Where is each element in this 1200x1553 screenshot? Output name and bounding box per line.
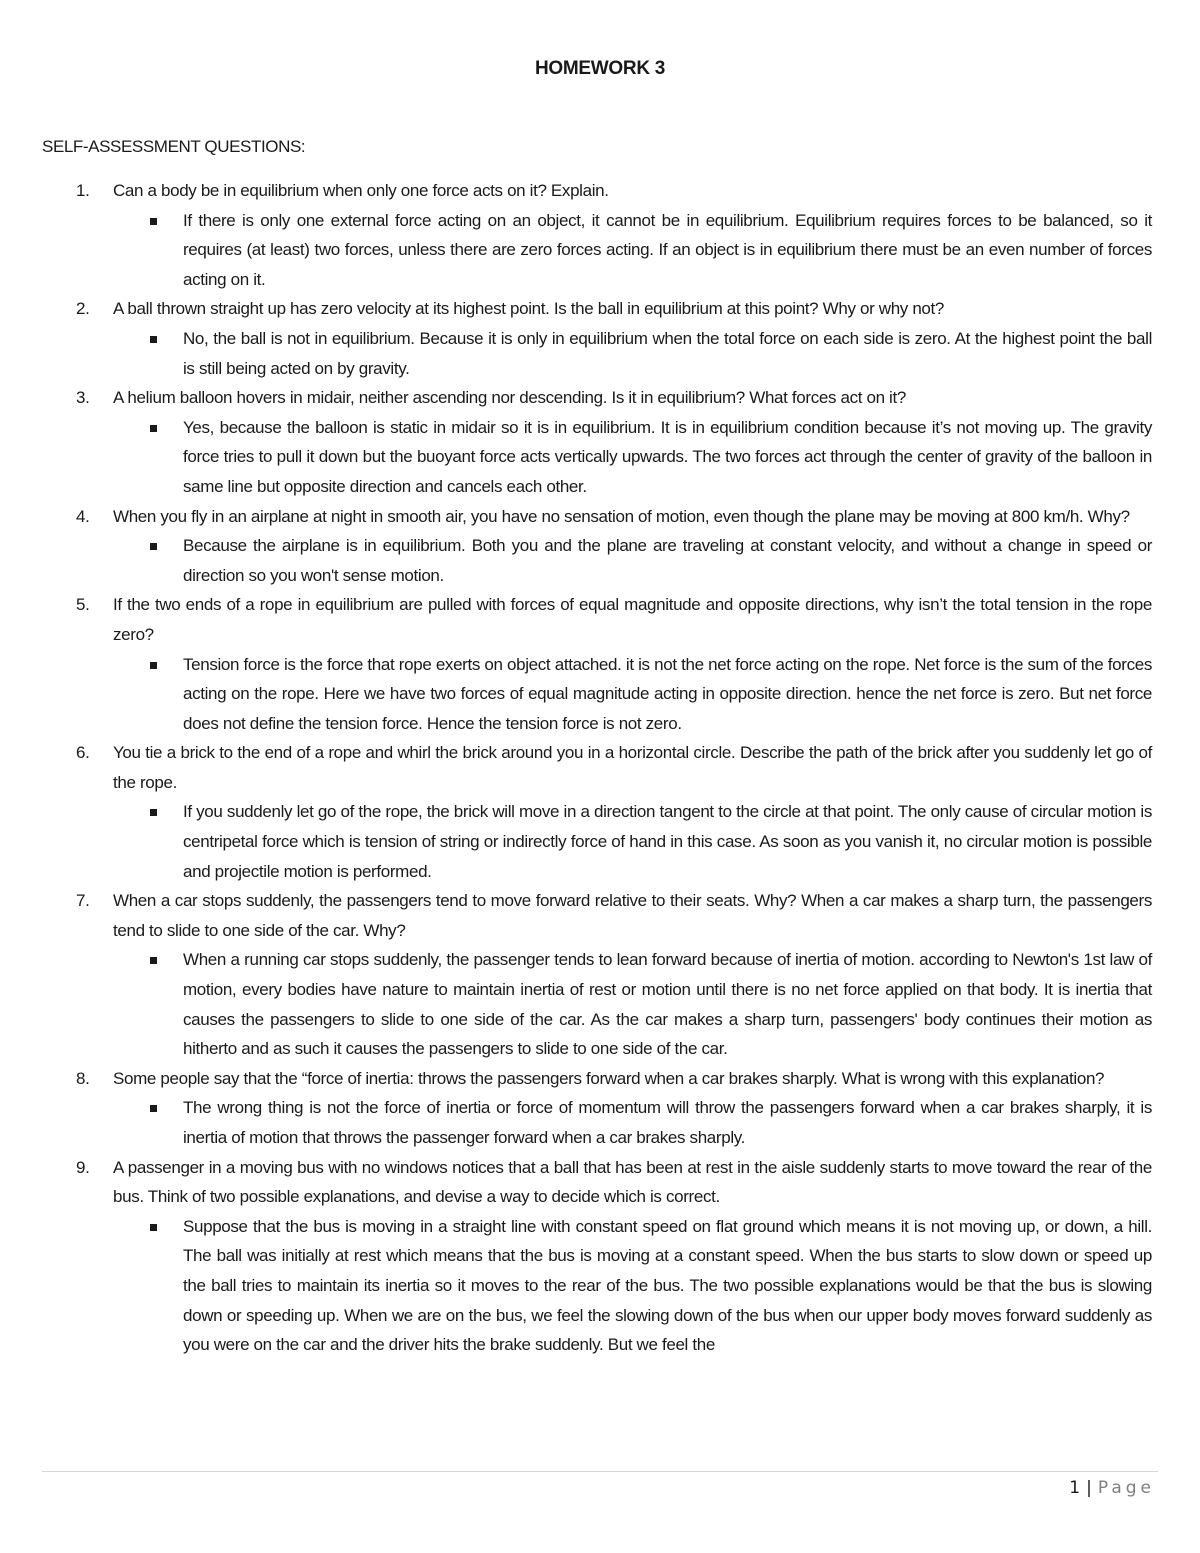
- question-body: A ball thrown straight up has zero velocity at its highest point. Is the ball in equilibrium at this point? Why or why not?: [113, 299, 945, 319]
- footer-divider: [42, 1471, 1158, 1472]
- question-number: 4.: [76, 506, 90, 526]
- question-item-5: [42, 590, 1152, 738]
- question-number: 5.: [76, 595, 90, 615]
- question-number: 6.: [76, 743, 90, 763]
- question-number: 8.: [76, 1068, 90, 1088]
- question-item-8: [42, 1064, 1152, 1153]
- question-body: Some people say that the “force of inertia: throws the passengers forward when a car brakes sharply. What is wrong with this explanation?: [113, 1068, 1105, 1088]
- question-text: [42, 1064, 1152, 1094]
- question-item-4: [42, 502, 1152, 591]
- answer-text: [42, 1212, 1152, 1360]
- answer-body: The wrong thing is not the force of inertia or force of momentum will throw the passengers forward when a car brakes sharply, it is inertia of motion that throws the passenger forward when a car brakes sharply.: [183, 1098, 1152, 1147]
- answer-text: [42, 650, 1152, 739]
- footer-separator: |: [1086, 1478, 1092, 1498]
- question-item-1: [42, 176, 1152, 294]
- page-footer: [1069, 1478, 1155, 1498]
- square-bullet-icon: [150, 662, 157, 669]
- question-number: 9.: [76, 1157, 90, 1177]
- square-bullet-icon: [150, 425, 157, 432]
- square-bullet-icon: [150, 1224, 157, 1231]
- square-bullet-icon: [150, 543, 157, 550]
- answer-body: If you suddenly let go of the rope, the brick will move in a direction tangent to the circle at that point. The only cause of circular motion is centripetal force which is tension of string or indirectly force of hand in this case. As soon as you vanish it, no circular motion is possible and projectile motion is performed.: [183, 802, 1152, 881]
- question-body: Can a body be in equilibrium when only one force acts on it? Explain.: [113, 181, 609, 200]
- square-bullet-icon: [150, 218, 157, 225]
- question-text: [42, 502, 1152, 532]
- question-text: [42, 590, 1152, 649]
- answer-body: When a running car stops suddenly, the passenger tends to lean forward because of inertia of motion. according to Newton's 1st law of motion, every bodies have nature to maintain inertia of rest or motion until there is no net force applied on that body. It is inertia that causes the passengers to slide to one side of the car. As the car makes a sharp turn, passengers' body continues their motion as hitherto and as such it causes the passengers to slide to one side of the car.: [183, 950, 1152, 1059]
- square-bullet-icon: [150, 1105, 157, 1112]
- answer-body: If there is only one external force acting on an object, it cannot be in equilibrium. Equilibrium requires forces to be balanced, so it requires (at least) two forces, unless there are zero forces acting. If an object is in equilibrium there must be an even number of forces acting on it.: [183, 210, 1152, 289]
- question-number: 2.: [76, 299, 90, 319]
- answer-text: [42, 531, 1152, 590]
- question-body: If the two ends of a rope in equilibrium are pulled with forces of equal magnitude and opposite directions, why isn’t the total tension in the rope zero?: [113, 595, 1152, 644]
- question-text: [42, 294, 1152, 324]
- document-title: HOMEWORK 3: [534, 58, 665, 79]
- section-heading: SELF-ASSESSMENT QUESTIONS:: [42, 137, 306, 156]
- question-body: When a car stops suddenly, the passengers tend to move forward relative to their seats. Why? When a car makes a sharp turn, the passengers tend to slide to one side of the car. Why?: [113, 891, 1152, 940]
- answer-body: Yes, because the balloon is static in midair so it is in equilibrium. It is in equilibrium condition because it’s not moving up. The gravity force tries to pull it down but the buoyant force acts vertically upwards. The two forces act through the center of gravity of the balloon in same line but opposite direction and cancels each other.: [183, 417, 1152, 496]
- square-bullet-icon: [150, 336, 157, 343]
- question-list: [42, 176, 1152, 1360]
- question-text: [42, 738, 1152, 797]
- answer-text: [42, 1093, 1152, 1152]
- question-text: [42, 176, 1152, 206]
- question-item-2: [42, 294, 1152, 383]
- page-label: Page: [1097, 1478, 1155, 1498]
- square-bullet-icon: [150, 809, 157, 816]
- answer-body: Tension force is the force that rope exerts on object attached. it is not the net force acting on the rope. Net force is the sum of the forces acting on the rope. Here we have two forces of equal magnitude acting in opposite direction. hence the net force is zero. But net force does not define the tension force. Hence the tension force is not zero.: [183, 654, 1152, 733]
- answer-text: [42, 413, 1152, 502]
- answer-body: Suppose that the bus is moving in a straight line with constant speed on flat ground which means it is not moving up, or down, a hill. The ball was initially at rest which means that the bus is moving at a constant speed. When the bus starts to slow down or speed up the ball tries to maintain its inertia so it moves to the rear of the bus. The two possible explanations would be that the bus is slowing down or speeding up. When we are on the bus, we feel the slowing down of the bus when our upper body moves forward suddenly as you were on the car and the driver hits the brake suddenly. But we feel the: [183, 1216, 1152, 1355]
- question-body: You tie a brick to the end of a rope and whirl the brick around you in a horizontal circle. Describe the path of the brick after you suddenly let go of the rope.: [113, 743, 1152, 792]
- question-number: 3.: [76, 388, 90, 408]
- question-text: [42, 383, 1152, 413]
- answer-text: [42, 324, 1152, 383]
- question-item-3: [42, 383, 1152, 501]
- answer-body: Because the airplane is in equilibrium. Both you and the plane are traveling at constant velocity, and without a change in speed or direction so you won't sense motion.: [183, 536, 1152, 585]
- question-number: 1.: [76, 181, 90, 200]
- question-body: A passenger in a moving bus with no windows notices that a ball that has been at rest in the aisle suddenly starts to move toward the rear of the bus. Think of two possible explanations, and devise a way to decide which is correct.: [113, 1157, 1152, 1207]
- question-body: A helium balloon hovers in midair, neither ascending nor descending. Is it in equilibrium? What forces act on it?: [113, 388, 906, 408]
- question-text: [42, 1153, 1152, 1212]
- question-item-6: [42, 738, 1152, 886]
- page-number: 1: [1069, 1478, 1081, 1498]
- question-body: When you fly in an airplane at night in smooth air, you have no sensation of motion, even though the plane may be moving at 800 km/h. Why?: [113, 506, 1130, 526]
- answer-text: [42, 206, 1152, 295]
- question-item-7: [42, 886, 1152, 1064]
- answer-text: [42, 945, 1152, 1063]
- answer-body: No, the ball is not in equilibrium. Because it is only in equilibrium when the total force on each side is zero. At the highest point the ball is still being acted on by gravity.: [183, 328, 1152, 378]
- question-item-9: [42, 1153, 1152, 1360]
- square-bullet-icon: [150, 957, 157, 964]
- question-number: 7.: [76, 891, 90, 911]
- answer-text: [42, 797, 1152, 886]
- question-text: [42, 886, 1152, 945]
